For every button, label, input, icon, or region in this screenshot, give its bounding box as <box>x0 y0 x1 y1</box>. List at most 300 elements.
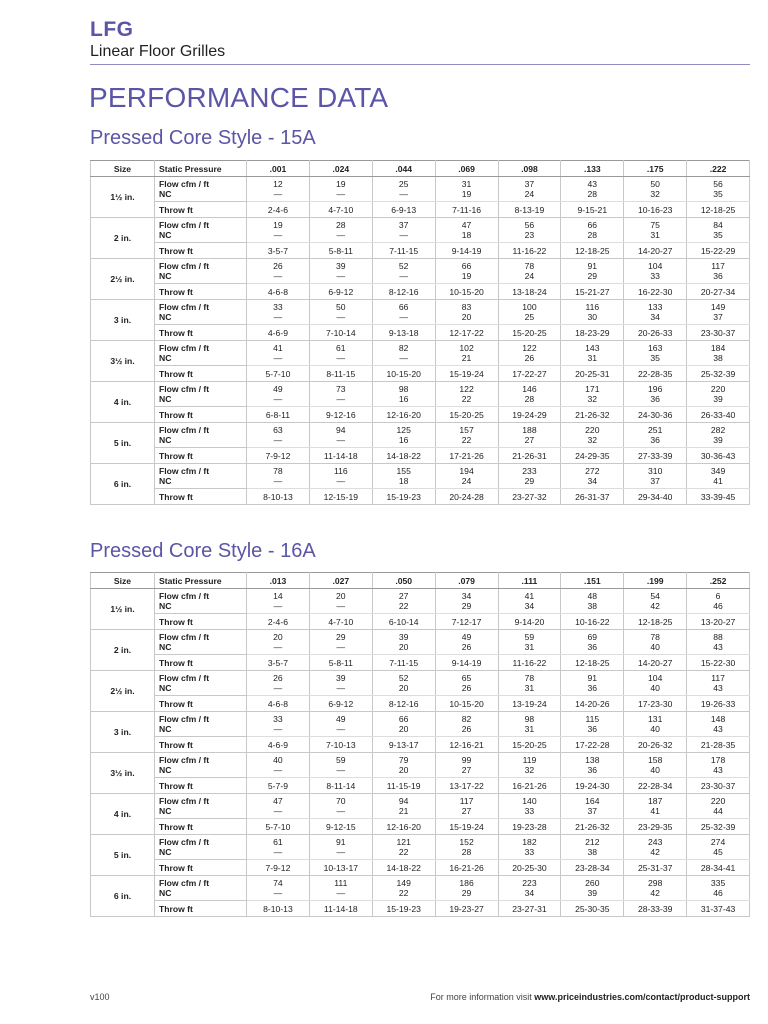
nc-label: NC <box>159 435 172 445</box>
flow-nc-row <box>91 794 750 819</box>
flow-nc-row <box>91 423 750 448</box>
nc-value: — <box>273 888 283 898</box>
flow-value: 28 <box>336 220 346 230</box>
throw-value: 14-18-22 <box>372 448 435 464</box>
flow-nc-cell <box>435 876 498 901</box>
pressure-header: .151 <box>561 573 624 589</box>
flow-nc-cell <box>624 835 687 860</box>
flow-value: 243 <box>648 837 663 847</box>
flow-value: 115 <box>585 714 600 724</box>
flow-label: Flow cfm / ft <box>159 179 210 189</box>
flow-value: 104 <box>648 673 663 683</box>
flow-value: 220 <box>585 425 600 435</box>
flow-value: 99 <box>461 755 472 765</box>
throw-value: 3-5-7 <box>247 655 310 671</box>
nc-value: — <box>336 888 346 898</box>
flow-value: 40 <box>273 755 283 765</box>
flow-value: 102 <box>459 343 474 353</box>
flow-value: 41 <box>524 591 535 601</box>
nc-value: 28 <box>587 230 598 240</box>
flow-nc-row <box>91 382 750 407</box>
flow-nc-cell <box>247 464 310 489</box>
flow-value: 84 <box>713 220 723 230</box>
throw-value: 21-26-32 <box>561 407 624 423</box>
nc-value: 22 <box>461 435 472 445</box>
flow-nc-cell <box>435 341 498 366</box>
flow-nc-cell <box>372 671 435 696</box>
flow-nc-cell <box>687 876 750 901</box>
flow-value: 66 <box>398 302 409 312</box>
nc-value: 18 <box>461 230 472 240</box>
flow-nc-cell <box>561 423 624 448</box>
flow-nc-cell <box>624 464 687 489</box>
nc-value: 24 <box>524 271 535 281</box>
flow-nc-cell <box>624 341 687 366</box>
throw-value: 6-8-11 <box>247 407 310 423</box>
throw-value: 14-20-27 <box>624 243 687 259</box>
throw-value: 21-26-31 <box>498 448 561 464</box>
nc-value: — <box>336 476 346 486</box>
pressure-header: .133 <box>561 161 624 177</box>
throw-value: 27-33-39 <box>624 448 687 464</box>
size-cell: 1½ in. <box>91 177 155 218</box>
flow-nc-cell <box>624 876 687 901</box>
product-code: LFG <box>90 18 134 41</box>
flow-nc-cell <box>435 589 498 614</box>
flow-value: 82 <box>461 714 472 724</box>
flow-nc-cell <box>309 177 372 202</box>
throw-label: Throw ft <box>155 489 247 505</box>
flow-nc-cell <box>309 259 372 284</box>
nc-value: — <box>273 642 283 652</box>
throw-row <box>91 366 750 382</box>
flow-value: 220 <box>710 796 726 806</box>
flow-value: 49 <box>336 714 346 724</box>
flow-nc-cell <box>561 259 624 284</box>
flow-value: 133 <box>648 302 663 312</box>
nc-value: — <box>273 435 283 445</box>
nc-value: — <box>336 312 346 322</box>
flow-nc-cell <box>561 835 624 860</box>
throw-value: 12-18-25 <box>561 243 624 259</box>
flow-nc-cell <box>435 464 498 489</box>
nc-value: 19 <box>461 271 472 281</box>
flow-nc-cell <box>624 177 687 202</box>
flow-nc-cell <box>687 712 750 737</box>
product-name: Linear Floor Grilles <box>90 43 226 60</box>
throw-label: Throw ft <box>155 778 247 794</box>
header-row <box>91 573 750 589</box>
flow-value: 39 <box>336 261 346 271</box>
flow-label: Flow cfm / ft <box>159 261 210 271</box>
nc-value: 35 <box>713 230 723 240</box>
flow-nc-cell <box>372 753 435 778</box>
flow-value: 79 <box>398 755 409 765</box>
pressure-header: .069 <box>435 161 498 177</box>
flow-value: 75 <box>650 220 660 230</box>
flow-value: 233 <box>522 466 537 476</box>
flow-nc-cell <box>309 671 372 696</box>
nc-value: 20 <box>461 312 472 322</box>
throw-value: 22-28-35 <box>624 366 687 382</box>
nc-value: 34 <box>587 476 598 486</box>
flow-value: 182 <box>522 837 537 847</box>
throw-value: 19-24-30 <box>561 778 624 794</box>
nc-value: 26 <box>461 683 472 693</box>
throw-value: 13-19-24 <box>498 696 561 712</box>
throw-value: 14-20-26 <box>561 696 624 712</box>
flow-nc-cell <box>687 630 750 655</box>
size-cell: 3½ in. <box>91 341 155 382</box>
nc-value: — <box>399 312 408 322</box>
nc-value: — <box>399 271 408 281</box>
throw-label: Throw ft <box>155 448 247 464</box>
throw-value: 23-30-37 <box>687 778 750 794</box>
flow-nc-cell <box>247 876 310 901</box>
flow-value: 188 <box>522 425 537 435</box>
flow-nc-cell <box>435 218 498 243</box>
flow-value: 43 <box>587 179 598 189</box>
flow-value: 298 <box>648 878 663 888</box>
flow-value: 212 <box>585 837 600 847</box>
flow-nc-label <box>155 589 247 614</box>
throw-label: Throw ft <box>155 325 247 341</box>
flow-value: 220 <box>710 384 726 394</box>
pressure-header: .024 <box>309 161 372 177</box>
flow-nc-label <box>155 794 247 819</box>
throw-value: 20-25-30 <box>498 860 561 876</box>
flow-nc-cell <box>687 341 750 366</box>
nc-value: 31 <box>650 230 660 240</box>
nc-label: NC <box>159 847 172 857</box>
throw-value: 5-8-11 <box>309 243 372 259</box>
nc-value: — <box>273 189 283 199</box>
flow-nc-row <box>91 464 750 489</box>
throw-value: 9-14-19 <box>435 243 498 259</box>
nc-label: NC <box>159 683 172 693</box>
flow-nc-row <box>91 589 750 614</box>
nc-value: 24 <box>524 189 535 199</box>
nc-value: 26 <box>524 353 535 363</box>
nc-value: 32 <box>524 765 535 775</box>
throw-row <box>91 901 750 917</box>
flow-value: 47 <box>273 796 283 806</box>
flow-nc-cell <box>624 259 687 284</box>
throw-value: 25-31-37 <box>624 860 687 876</box>
flow-nc-row <box>91 177 750 202</box>
throw-value: 17-23-30 <box>624 696 687 712</box>
throw-row <box>91 860 750 876</box>
flow-nc-label <box>155 464 247 489</box>
throw-label: Throw ft <box>155 901 247 917</box>
flow-value: 78 <box>273 466 283 476</box>
flow-nc-cell <box>435 300 498 325</box>
flow-nc-cell <box>372 341 435 366</box>
nc-label: NC <box>159 724 172 734</box>
nc-label: NC <box>159 601 172 611</box>
throw-value: 9-14-20 <box>498 614 561 630</box>
flow-value: 178 <box>710 755 726 765</box>
nc-value: 46 <box>713 888 723 898</box>
flow-label: Flow cfm / ft <box>159 384 210 394</box>
flow-nc-label <box>155 177 247 202</box>
throw-value: 26-33-40 <box>687 407 750 423</box>
throw-row <box>91 696 750 712</box>
throw-value: 12-17-22 <box>435 325 498 341</box>
flow-nc-cell <box>309 218 372 243</box>
flow-value: 74 <box>273 878 283 888</box>
nc-value: — <box>336 642 346 652</box>
flow-nc-cell <box>561 464 624 489</box>
flow-nc-row <box>91 712 750 737</box>
nc-value: — <box>336 394 346 404</box>
throw-value: 7-11-15 <box>372 243 435 259</box>
throw-value: 20-26-33 <box>624 325 687 341</box>
throw-row <box>91 819 750 835</box>
nc-value: 16 <box>398 435 409 445</box>
throw-value: 9-12-16 <box>309 407 372 423</box>
flow-value: 78 <box>524 673 535 683</box>
size-cell: 4 in. <box>91 382 155 423</box>
flow-nc-cell <box>372 835 435 860</box>
flow-value: 78 <box>524 261 535 271</box>
section-title-16a: Pressed Core Style - 16A <box>90 540 316 562</box>
nc-value: 41 <box>650 806 660 816</box>
flow-nc-cell <box>435 794 498 819</box>
flow-value: 59 <box>336 755 346 765</box>
flow-value: 196 <box>648 384 663 394</box>
throw-value: 12-16-21 <box>435 737 498 753</box>
throw-value: 3-5-7 <box>247 243 310 259</box>
flow-nc-cell <box>498 177 561 202</box>
pressure-header: .111 <box>498 573 561 589</box>
nc-value: — <box>273 353 283 363</box>
size-cell: 2 in. <box>91 630 155 671</box>
flow-nc-cell <box>624 753 687 778</box>
performance-table-15a <box>90 160 750 505</box>
throw-value: 7-12-17 <box>435 614 498 630</box>
flow-nc-cell <box>498 630 561 655</box>
throw-value: 17-22-28 <box>561 737 624 753</box>
flow-label: Flow cfm / ft <box>159 673 210 683</box>
nc-value: — <box>273 683 283 693</box>
throw-value: 9-14-19 <box>435 655 498 671</box>
nc-value: — <box>336 847 346 857</box>
pressure-header: .079 <box>435 573 498 589</box>
flow-nc-cell <box>435 671 498 696</box>
nc-value: 28 <box>587 189 598 199</box>
flow-value: 63 <box>273 425 283 435</box>
throw-value: 15-19-24 <box>435 819 498 835</box>
nc-value: 40 <box>650 765 660 775</box>
flow-nc-cell <box>309 712 372 737</box>
flow-value: 20 <box>336 591 346 601</box>
flow-nc-cell <box>247 423 310 448</box>
throw-value: 7-11-15 <box>372 655 435 671</box>
pressure-header: .199 <box>624 573 687 589</box>
throw-value: 28-34-41 <box>687 860 750 876</box>
nc-value: 36 <box>650 435 660 445</box>
flow-nc-row <box>91 630 750 655</box>
flow-value: 111 <box>334 878 348 888</box>
flow-nc-label <box>155 423 247 448</box>
nc-value: 40 <box>650 642 660 652</box>
nc-value: 43 <box>713 765 723 775</box>
nc-value: — <box>273 271 283 281</box>
throw-label: Throw ft <box>155 202 247 218</box>
flow-value: 164 <box>585 796 600 806</box>
nc-value: — <box>273 724 283 734</box>
flow-nc-cell <box>247 341 310 366</box>
flow-label: Flow cfm / ft <box>159 466 210 476</box>
nc-value: 34 <box>524 601 535 611</box>
flow-value: 37 <box>524 179 535 189</box>
nc-value: — <box>336 353 346 363</box>
nc-value: — <box>273 847 283 857</box>
nc-value: 37 <box>713 312 723 322</box>
throw-value: 10-15-20 <box>435 284 498 300</box>
flow-nc-row <box>91 300 750 325</box>
flow-value: 104 <box>648 261 663 271</box>
flow-nc-cell <box>561 876 624 901</box>
performance-table-16a <box>90 572 750 917</box>
static-pressure-header: Static Pressure <box>155 573 247 589</box>
flow-value: 194 <box>459 466 474 476</box>
throw-value: 20-26-32 <box>624 737 687 753</box>
throw-value: 13-20-27 <box>687 614 750 630</box>
flow-nc-cell <box>561 300 624 325</box>
throw-value: 24-30-36 <box>624 407 687 423</box>
nc-value: — <box>336 683 346 693</box>
flow-nc-cell <box>435 259 498 284</box>
flow-nc-label <box>155 382 247 407</box>
section-title-15a: Pressed Core Style - 15A <box>90 127 316 149</box>
nc-value: — <box>336 724 346 734</box>
pressure-header: .044 <box>372 161 435 177</box>
throw-value: 21-26-32 <box>561 819 624 835</box>
throw-value: 13-18-24 <box>498 284 561 300</box>
flow-value: 184 <box>710 343 726 353</box>
flow-value: 117 <box>459 796 474 806</box>
flow-value: 148 <box>710 714 726 724</box>
nc-value: 25 <box>524 312 535 322</box>
nc-value: — <box>273 476 283 486</box>
nc-value: 36 <box>650 394 660 404</box>
nc-label: NC <box>159 312 172 322</box>
flow-nc-cell <box>498 218 561 243</box>
nc-value: 22 <box>398 847 409 857</box>
throw-value: 15-20-25 <box>435 407 498 423</box>
nc-value: — <box>336 230 346 240</box>
header-divider <box>90 64 750 65</box>
flow-value: 78 <box>650 632 660 642</box>
flow-nc-cell <box>687 671 750 696</box>
throw-value: 2-4-6 <box>247 202 310 218</box>
flow-value: 73 <box>336 384 346 394</box>
throw-label: Throw ft <box>155 655 247 671</box>
throw-row <box>91 737 750 753</box>
nc-value: 22 <box>461 394 472 404</box>
nc-value: 43 <box>713 724 723 734</box>
nc-value: 33 <box>524 847 535 857</box>
flow-value: 116 <box>333 466 348 476</box>
throw-value: 28-33-39 <box>624 901 687 917</box>
flow-value: 121 <box>396 837 411 847</box>
flow-nc-label <box>155 218 247 243</box>
flow-label: Flow cfm / ft <box>159 714 210 724</box>
pressure-header: .098 <box>498 161 561 177</box>
flow-nc-row <box>91 671 750 696</box>
flow-nc-row <box>91 259 750 284</box>
throw-value: 6-9-12 <box>309 696 372 712</box>
nc-value: 38 <box>587 601 598 611</box>
flow-nc-label <box>155 671 247 696</box>
flow-nc-cell <box>624 671 687 696</box>
nc-value: — <box>273 230 283 240</box>
flow-label: Flow cfm / ft <box>159 796 210 806</box>
nc-value: 32 <box>650 189 660 199</box>
flow-nc-cell <box>372 712 435 737</box>
flow-value: 66 <box>398 714 409 724</box>
flow-value: 70 <box>336 796 346 806</box>
throw-value: 4-6-9 <box>247 325 310 341</box>
throw-label: Throw ft <box>155 737 247 753</box>
flow-nc-cell <box>498 589 561 614</box>
flow-nc-cell <box>247 630 310 655</box>
flow-nc-cell <box>561 753 624 778</box>
flow-value: 119 <box>522 755 537 765</box>
support-link[interactable]: www.priceindustries.com/contact/product-support <box>534 992 750 1002</box>
flow-nc-cell <box>247 177 310 202</box>
flow-nc-cell <box>247 589 310 614</box>
flow-nc-cell <box>498 794 561 819</box>
throw-row <box>91 243 750 259</box>
flow-value: 31 <box>461 179 472 189</box>
size-cell: 3½ in. <box>91 753 155 794</box>
flow-nc-cell <box>247 671 310 696</box>
nc-value: 20 <box>398 765 409 775</box>
flow-value: 149 <box>396 878 411 888</box>
nc-value: 29 <box>587 271 598 281</box>
nc-label: NC <box>159 394 172 404</box>
flow-nc-cell <box>561 341 624 366</box>
flow-nc-cell <box>309 300 372 325</box>
throw-value: 8-10-13 <box>247 901 310 917</box>
flow-value: 272 <box>585 466 600 476</box>
nc-value: 29 <box>524 476 535 486</box>
size-cell: 5 in. <box>91 423 155 464</box>
throw-value: 19-23-27 <box>435 901 498 917</box>
throw-value: 15-19-23 <box>372 901 435 917</box>
flow-nc-cell <box>624 794 687 819</box>
flow-value: 146 <box>522 384 537 394</box>
nc-value: — <box>336 765 346 775</box>
flow-nc-cell <box>498 753 561 778</box>
flow-nc-cell <box>435 835 498 860</box>
flow-value: 349 <box>710 466 726 476</box>
throw-value: 15-19-24 <box>435 366 498 382</box>
flow-nc-cell <box>247 794 310 819</box>
throw-value: 15-20-25 <box>498 737 561 753</box>
flow-nc-cell <box>561 794 624 819</box>
flow-value: 61 <box>273 837 283 847</box>
flow-nc-cell <box>624 218 687 243</box>
flow-value: 6 <box>715 591 721 601</box>
nc-value: 22 <box>398 601 409 611</box>
nc-label: NC <box>159 353 172 363</box>
nc-value: — <box>273 394 283 404</box>
throw-label: Throw ft <box>155 243 247 259</box>
